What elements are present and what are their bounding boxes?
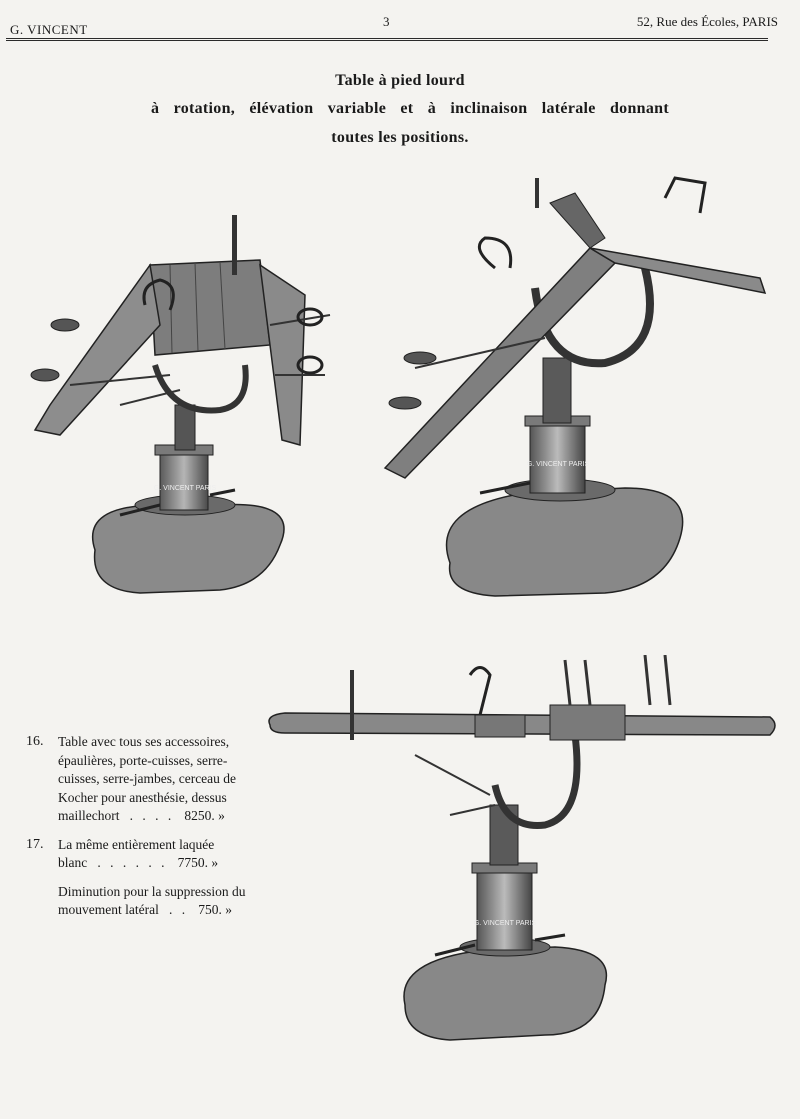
note-price: 750. » [198,902,232,917]
figure-table-flat [265,655,780,1055]
catalog-note [26,883,256,920]
maker-plate: G. VINCENT PARIS [526,461,590,468]
catalog-listing [26,733,256,920]
item-number: 17. [26,836,44,852]
item-description-line: Kocher pour anesthésie, dessus [58,789,227,805]
item-price: 7750. » [177,855,219,870]
title-line-2: à rotation, élévation variable et à inclinaison latérale donnant [150,100,669,117]
table-illustration-1 [20,205,340,600]
title-line-3: toutes les positions. [331,129,469,146]
item-price-line [58,807,256,826]
header-rule [6,38,768,41]
note-text: mouvement latéral [58,902,159,917]
maker-plate: G. VINCENT PARIS [153,485,217,492]
note-price-line [58,901,256,920]
catalog-item-16 [26,733,256,826]
item-price: 8250. » [184,808,225,823]
leader-dots: . . [168,902,189,917]
publisher-name: G. VINCENT [10,22,88,37]
figure-table-tilted [375,168,775,608]
note-line: Diminution pour la suppression du [58,883,246,899]
item-description-line: Table avec tous ses accessoires, [58,734,230,749]
table-illustration-3 [265,655,780,1055]
item-description-text: blanc [58,855,88,870]
item-description-line: épaulières, porte-cuisses, serre- [58,752,228,768]
publisher-address: 52, Rue des Écoles, PARIS [636,14,778,29]
catalog-item-17 [26,836,256,873]
item-description-line: La même entièrement laquée [58,836,215,852]
page-number: 3 [383,14,390,29]
maker-plate: G. VINCENT PARIS [473,920,537,927]
item-price-line [58,854,256,873]
item-description-line: cuisses, serre-jambes, cerceau de [58,771,237,786]
leader-dots: . . . . . . [97,855,168,870]
leader-dots: . . . . [129,808,175,823]
item-number: 16. [26,734,44,749]
figure-table-raised-sections [20,205,340,600]
table-illustration-2 [375,168,775,608]
item-description-text: maillechort [58,808,120,823]
page-header [0,14,800,40]
title-line-1: Table à pied lourd [335,72,465,89]
